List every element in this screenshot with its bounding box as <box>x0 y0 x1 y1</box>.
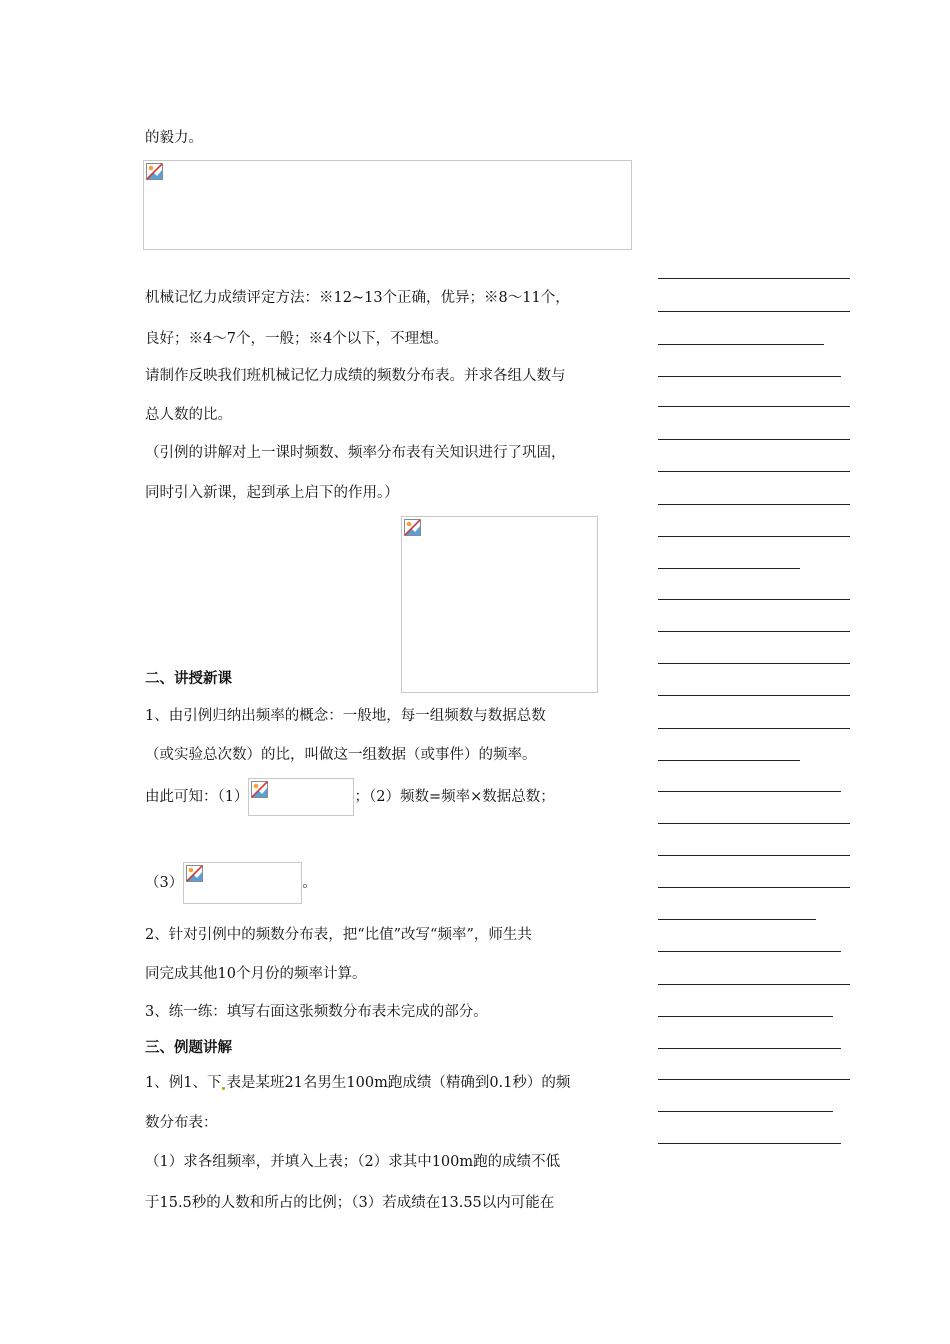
text-line: （引例的讲解对上一课时频数、频率分布表有关知识进行了巩固， <box>145 445 566 461</box>
note-line <box>658 951 841 952</box>
note-line <box>658 406 850 407</box>
note-line <box>658 695 850 696</box>
note-line <box>658 919 816 920</box>
text-line: 良好；※4～7个，一般；※4个以下，不理想。 <box>145 331 449 347</box>
formula-image-placeholder <box>183 862 302 904</box>
note-line <box>658 791 841 792</box>
text-fragment: 由此可知：（1） <box>145 789 249 805</box>
text-line: 于15.5秒的人数和所占的比例；（3）若成绩在13.55以内可能在 <box>145 1195 555 1211</box>
note-line <box>658 855 850 856</box>
note-line <box>658 1048 841 1049</box>
note-line <box>658 663 850 664</box>
note-line <box>658 1079 850 1080</box>
text-line: 1、由引例归纳出频率的概念：一般地，每一组频数与数据总数 <box>145 708 546 724</box>
formula-line <box>145 778 555 816</box>
text-fragment: 1、例1、下 <box>145 1075 222 1091</box>
note-line <box>658 984 850 985</box>
note-line <box>658 823 850 824</box>
image-placeholder <box>143 160 632 250</box>
text-fragment: 表是某班21名男生100m跑成绩（精确到0.1秒）的频 <box>226 1075 571 1091</box>
text-line <box>145 1073 570 1093</box>
note-line <box>658 760 800 761</box>
note-line <box>658 1111 833 1112</box>
broken-image-icon <box>146 163 163 180</box>
text-line: 请制作反映我们班机械记忆力成绩的频数分布表。并求各组人数与 <box>145 368 566 384</box>
note-line <box>658 1016 833 1017</box>
note-line <box>658 631 850 632</box>
note-line <box>658 1143 841 1144</box>
formula-line <box>145 862 317 904</box>
text-line: 数分布表： <box>145 1115 218 1131</box>
anchor-mark <box>222 1087 225 1090</box>
text-line: （1）求各组频率，并填入上表；（2）求其中100m跑的成绩不低 <box>145 1154 561 1170</box>
note-line <box>658 568 800 569</box>
note-line <box>658 504 850 505</box>
note-line <box>658 536 850 537</box>
note-line <box>658 344 824 345</box>
formula-image-placeholder <box>248 778 354 816</box>
broken-image-icon <box>186 865 203 882</box>
broken-image-icon <box>404 519 421 536</box>
text-line: 总人数的比。 <box>145 407 232 423</box>
broken-image-icon <box>251 781 268 798</box>
text-line: 机械记忆力成绩评定方法：※12~13个正确，优异；※8～11个， <box>145 290 570 306</box>
text-fragment: ；（2）频数=频率×数据总数； <box>354 789 555 805</box>
text-line: 2、针对引例中的频数分布表，把“比值”改写“频率”，师生共 <box>145 927 532 943</box>
note-line <box>658 278 850 279</box>
section-heading: 三、例题讲解 <box>145 1040 232 1056</box>
note-line <box>658 471 850 472</box>
text-line: 同完成其他10个月份的频率计算。 <box>145 966 367 982</box>
section-heading: 二、讲授新课 <box>145 671 232 687</box>
note-line <box>658 728 850 729</box>
note-line <box>658 887 850 888</box>
note-line <box>658 376 841 377</box>
text-line: （或实验总次数）的比，叫做这一组数据（或事件）的频率。 <box>145 747 537 763</box>
note-line <box>658 311 850 312</box>
text-line: 的毅力。 <box>145 130 203 146</box>
text-fragment: （3） <box>145 875 184 891</box>
note-line <box>658 439 850 440</box>
image-placeholder <box>401 516 598 693</box>
text-line: 同时引入新课，起到承上启下的作用。） <box>145 485 399 501</box>
note-line <box>658 599 850 600</box>
text-fragment: 。 <box>302 875 317 891</box>
text-line: 3、练一练：填写右面这张频数分布表未完成的部分。 <box>145 1004 488 1020</box>
